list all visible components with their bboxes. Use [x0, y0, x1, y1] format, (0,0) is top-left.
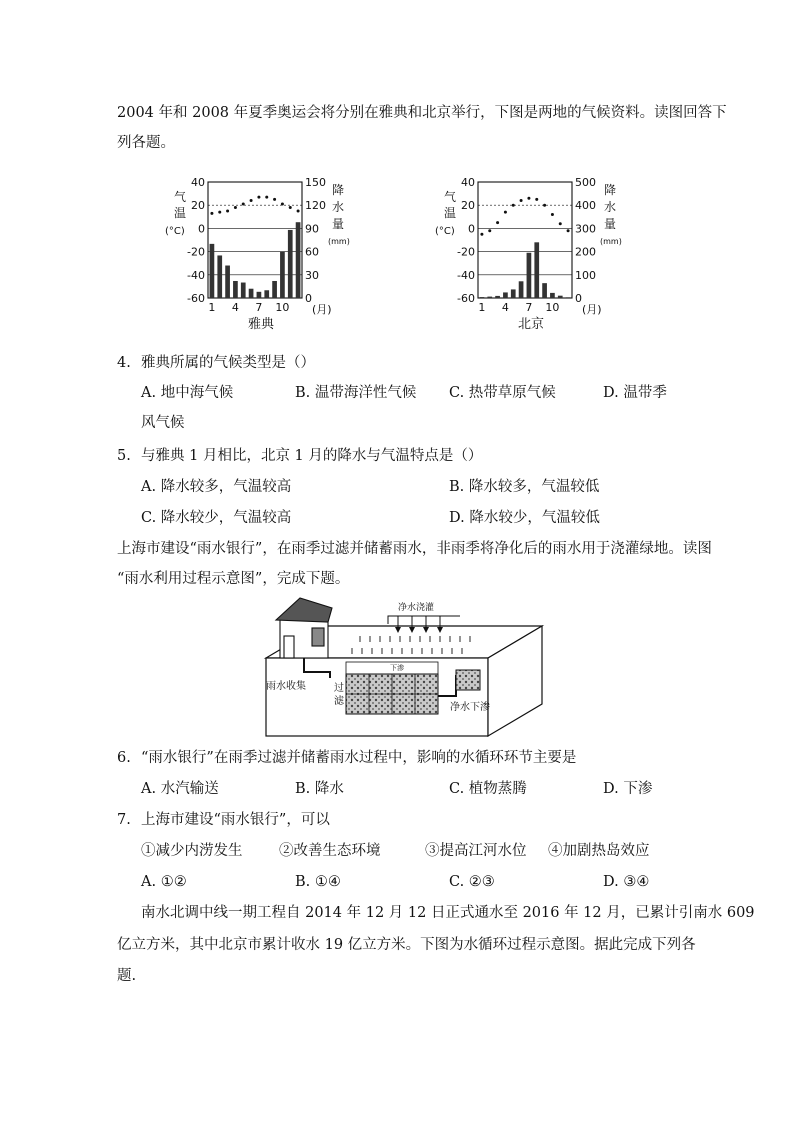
temp-point — [257, 196, 260, 199]
temp-label-3: (°C) — [435, 226, 455, 237]
q4-option-b[interactable]: B. 温带海洋性气候 — [295, 385, 417, 401]
precip-tick-label: 30 — [305, 268, 319, 282]
precip-tick-label: 0 — [305, 292, 312, 305]
q4-option-c[interactable]: C. 热带草原气候 — [449, 385, 556, 401]
seep-box — [456, 670, 480, 690]
temp-point — [512, 204, 515, 207]
athens-chart-title: 雅典 — [248, 317, 275, 332]
precip-label-2: 水 — [332, 200, 345, 214]
temp-tick-label: 20 — [461, 199, 475, 213]
rainwater-diagram — [260, 596, 550, 740]
q4-number: 4. — [117, 355, 131, 371]
month-unit: (月) — [312, 303, 332, 316]
precip-bar — [233, 281, 238, 298]
temp-point — [535, 198, 538, 201]
precip-bar — [296, 222, 301, 298]
plot-frame — [478, 182, 572, 298]
precip-bar — [503, 292, 508, 298]
precip-tick-label: 0 — [575, 292, 582, 305]
label-filter-2: 滤 — [334, 696, 344, 707]
temp-tick-label: -40 — [457, 268, 475, 282]
precip-tick-label: 400 — [575, 199, 596, 213]
precip-label-1: 降 — [604, 183, 617, 197]
temp-point — [543, 204, 546, 207]
temp-point — [265, 196, 268, 199]
precip-bar — [542, 283, 547, 298]
temp-tick-label: 40 — [461, 176, 475, 189]
precip-label-2: 水 — [604, 200, 617, 214]
temp-point — [242, 203, 245, 206]
beijing-climate-chart — [430, 170, 630, 335]
precip-tick-label: 90 — [305, 222, 319, 236]
temp-tick-label: -60 — [187, 292, 205, 305]
house — [276, 598, 332, 658]
precip-bar — [210, 244, 215, 298]
temp-point — [250, 199, 253, 202]
q7-stem: 上海市建设“雨水银行”，可以 — [141, 812, 330, 828]
temp-label-2: 温 — [444, 206, 457, 220]
q6-option-b[interactable]: B. 降水 — [295, 781, 344, 797]
temp-point — [559, 222, 562, 225]
q5-option-a[interactable]: A. 降水较多，气温较高 — [141, 479, 292, 495]
temp-point — [480, 233, 483, 236]
q5-option-d[interactable]: D. 降水较少，气温较低 — [449, 510, 600, 526]
precip-tick-label: 60 — [305, 245, 319, 259]
temp-point — [281, 203, 284, 206]
precip-bar — [264, 290, 269, 298]
q7-number: 7. — [117, 812, 131, 828]
temp-point — [226, 210, 229, 213]
temp-point — [218, 211, 221, 214]
precip-label-1: 降 — [332, 183, 345, 197]
q5-option-b[interactable]: B. 降水较多，气温较低 — [449, 479, 600, 495]
label-irrigation: 净水浇灌 — [398, 603, 435, 613]
q6-number: 6. — [117, 750, 131, 766]
month-tick-label: 7 — [255, 301, 263, 314]
precip-tick-label: 300 — [575, 222, 596, 236]
temp-label-1: 气 — [444, 190, 457, 204]
precip-bar — [288, 230, 293, 298]
q7-statement-1: ①减少内涝发生 — [141, 843, 243, 859]
precip-label-3: 量 — [604, 217, 617, 231]
precip-label-4: (mm) — [328, 237, 350, 246]
temp-label-2: 温 — [174, 206, 187, 220]
q7-option-d[interactable]: D. ③④ — [603, 874, 650, 890]
precip-bar — [280, 252, 285, 298]
temp-point — [234, 206, 237, 209]
precip-tick-label: 100 — [575, 268, 596, 282]
precip-bar — [558, 296, 563, 298]
month-tick-label: 1 — [208, 301, 216, 314]
q6-option-a[interactable]: A. 水汽输送 — [141, 781, 219, 797]
precip-tick-label: 200 — [575, 245, 596, 259]
temp-point — [488, 229, 491, 232]
precip-bar — [487, 297, 492, 298]
precip-bar — [241, 283, 246, 298]
q7-statement-2: ②改善生态环境 — [279, 843, 381, 859]
precip-bar — [566, 297, 571, 298]
temp-tick-label: -20 — [457, 245, 475, 259]
precip-bar — [550, 293, 555, 298]
intro1-line1: 2004 年和 2008 年夏季奥运会将分别在雅典和北京举行，下图是两地的气候资料。读图回答下 — [117, 105, 727, 121]
label-seep: 净水下渗 — [450, 702, 490, 713]
precip-tick-label: 500 — [575, 176, 596, 189]
intro3-line2: 亿立方米，其中北京市累计收水 19 亿立方米。下图为水循环过程示意图。据此完成下列各 — [117, 937, 696, 953]
athens-climate-chart — [160, 170, 360, 335]
precip-bar — [495, 296, 500, 298]
q7-option-a[interactable]: A. ①② — [141, 874, 187, 890]
temp-point — [297, 210, 300, 213]
intro3-line1: 南水北调中线一期工程自 2014 年 12 月 12 日正式通水至 2016 年 12 月，已累计引南水 609 — [141, 905, 755, 921]
temp-label-1: 气 — [174, 190, 187, 204]
q4-option-d[interactable]: D. 温带季 — [603, 385, 667, 401]
temp-point — [551, 213, 554, 216]
precip-bar — [527, 253, 532, 298]
precip-bar — [217, 255, 222, 298]
intro2-line2: “雨水利用过程示意图”，完成下题。 — [117, 571, 350, 587]
q7-statement-3: ③提高江河水位 — [425, 843, 527, 859]
temp-point — [527, 197, 530, 200]
label-small-seep: 下渗 — [390, 664, 404, 672]
temp-point — [567, 229, 570, 232]
precip-bar — [225, 266, 230, 298]
q5-option-c[interactable]: C. 降水较少，气温较高 — [141, 510, 292, 526]
temp-point — [520, 199, 523, 202]
q4-option-d-cont: 风气候 — [141, 415, 185, 431]
precip-label-3: 量 — [332, 217, 345, 231]
q6-option-c[interactable]: C. 植物蒸腾 — [449, 781, 527, 797]
q4-option-a[interactable]: A. 地中海气候 — [141, 385, 234, 401]
temp-tick-label: 20 — [191, 199, 205, 213]
temp-point — [273, 198, 276, 201]
temp-tick-label: 40 — [191, 176, 205, 189]
month-unit: (月) — [582, 303, 602, 316]
precip-bar — [257, 292, 262, 298]
temp-tick-label: 0 — [198, 222, 205, 236]
q6-option-d[interactable]: D. 下渗 — [603, 781, 653, 797]
month-tick-label: 10 — [545, 301, 560, 314]
precip-bar — [272, 281, 277, 298]
intro3-line3: 题. — [117, 968, 137, 984]
beijing-chart-title: 北京 — [518, 317, 545, 332]
precip-tick-label: 120 — [305, 199, 326, 213]
month-tick-label: 4 — [231, 301, 239, 314]
precip-bar — [519, 281, 524, 298]
q7-option-b[interactable]: B. ①④ — [295, 874, 341, 890]
q7-option-c[interactable]: C. ②③ — [449, 874, 495, 890]
month-tick-label: 1 — [478, 301, 486, 314]
temp-point — [210, 212, 213, 215]
precip-label-4: (mm) — [600, 237, 622, 246]
month-tick-label: 4 — [501, 301, 509, 314]
q5-stem: 与雅典 1 月相比，北京 1 月的降水与气温特点是（） — [141, 448, 483, 464]
temp-tick-label: -60 — [457, 292, 475, 305]
temp-label-3: (°C) — [165, 226, 185, 237]
precip-bar — [511, 289, 516, 298]
q6-stem: “雨水银行”在雨季过滤并储蓄雨水过程中，影响的水循环环节主要是 — [141, 750, 577, 766]
temp-tick-label: -20 — [187, 245, 205, 259]
temp-point — [496, 221, 499, 224]
temp-tick-label: 0 — [468, 222, 475, 236]
precip-tick-label: 150 — [305, 176, 326, 189]
q7-statement-4: ④加剧热岛效应 — [548, 843, 650, 859]
label-collect: 雨水收集 — [266, 681, 306, 692]
q5-number: 5. — [117, 448, 131, 464]
label-filter-1: 过 — [334, 683, 344, 694]
precip-bar — [480, 297, 485, 298]
intro1-line2: 列各题。 — [117, 135, 175, 151]
temp-tick-label: -40 — [187, 268, 205, 282]
precip-bar — [249, 289, 254, 298]
month-tick-label: 10 — [275, 301, 290, 314]
plot-frame — [208, 182, 302, 298]
month-tick-label: 7 — [525, 301, 533, 314]
precip-bar — [534, 242, 539, 298]
intro2-line1: 上海市建设“雨水银行”，在雨季过滤并储蓄雨水，非雨季将净化后的雨水用于浇灌绿地。读图 — [117, 541, 712, 557]
temp-point — [289, 206, 292, 209]
temp-point — [504, 211, 507, 214]
q4-stem: 雅典所属的气候类型是（） — [141, 355, 315, 371]
